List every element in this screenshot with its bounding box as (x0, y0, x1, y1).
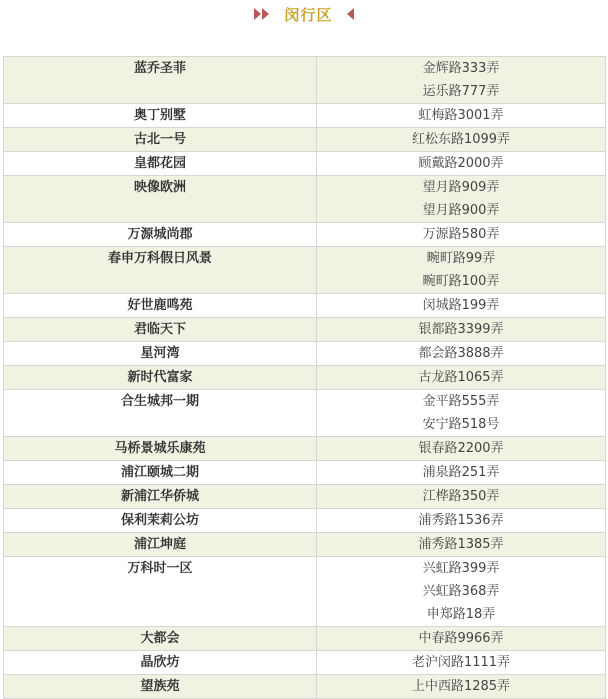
community-name-cell (4, 461, 317, 485)
address-cell (317, 390, 606, 437)
table-row (4, 390, 606, 437)
community-name-cell (4, 104, 317, 128)
table-row (4, 294, 606, 318)
address-cell (317, 57, 606, 104)
table-row (4, 651, 606, 675)
address-cell (317, 675, 606, 699)
address-line: 浦泉路251弄 (422, 465, 500, 480)
table-row (4, 557, 606, 627)
community-name-cell (4, 651, 317, 675)
table-row (4, 247, 606, 294)
community-name-cell (4, 294, 317, 318)
community-name-cell (4, 437, 317, 461)
table-row (4, 176, 606, 223)
community-name: 晶欣坊 (140, 655, 180, 670)
address-line: 安宁路518号 (422, 417, 500, 432)
address-cell (317, 627, 606, 651)
address-line: 望月路900弄 (422, 203, 500, 218)
table-row (4, 675, 606, 699)
double-right-arrow-icon (254, 8, 270, 20)
address-cell (317, 485, 606, 509)
table-row (4, 128, 606, 152)
community-table (3, 56, 606, 699)
community-name: 君临天下 (133, 322, 186, 337)
community-name-cell (4, 176, 317, 223)
address-line: 兴虹路368弄 (422, 584, 500, 599)
address-line: 万源路580弄 (422, 227, 500, 242)
table-row (4, 104, 606, 128)
address-line: 浦秀路1536弄 (418, 513, 504, 528)
community-name-cell (4, 509, 317, 533)
community-name-cell (4, 247, 317, 294)
address-cell (317, 176, 606, 223)
address-line: 银春路2200弄 (418, 441, 504, 456)
address-line: 申郑路18弄 (426, 607, 496, 622)
table-row (4, 533, 606, 557)
community-name-cell (4, 57, 317, 104)
address-cell (317, 366, 606, 390)
address-line: 畹町路99弄 (426, 251, 496, 266)
address-line: 浦秀路1385弄 (418, 537, 504, 552)
address-cell (317, 509, 606, 533)
address-cell (317, 152, 606, 176)
address-line: 兴虹路399弄 (422, 561, 500, 576)
community-name: 万源城尚郡 (127, 227, 193, 242)
header (0, 0, 608, 56)
community-name-cell (4, 557, 317, 627)
address-cell (317, 223, 606, 247)
community-name: 大都会 (140, 631, 180, 646)
community-name: 浦江坤庭 (133, 537, 186, 552)
address-line: 望月路909弄 (422, 180, 500, 195)
community-name: 好世鹿鸣苑 (127, 298, 193, 313)
community-name: 马桥景城乐康苑 (114, 441, 206, 456)
community-name-cell (4, 533, 317, 557)
community-name-cell (4, 152, 317, 176)
address-cell (317, 557, 606, 627)
community-name-cell (4, 318, 317, 342)
address-cell (317, 318, 606, 342)
address-line: 江桦路350弄 (422, 489, 500, 504)
address-cell (317, 247, 606, 294)
address-cell (317, 461, 606, 485)
community-name: 蓝乔圣菲 (133, 61, 186, 76)
table-row (4, 223, 606, 247)
community-name-cell (4, 675, 317, 699)
table-row (4, 509, 606, 533)
left-arrow-icon (347, 8, 354, 20)
community-name: 星河湾 (140, 346, 180, 361)
community-name: 合生城邦一期 (120, 394, 199, 409)
table-row (4, 627, 606, 651)
community-name-cell (4, 223, 317, 247)
community-name: 望族苑 (140, 679, 180, 694)
address-line: 都会路3888弄 (418, 346, 504, 361)
table-row (4, 57, 606, 104)
community-name-cell (4, 342, 317, 366)
address-cell (317, 294, 606, 318)
table-row (4, 437, 606, 461)
address-line: 运乐路777弄 (422, 84, 500, 99)
table-row (4, 485, 606, 509)
address-line: 红松东路1099弄 (411, 132, 511, 147)
address-line: 金辉路333弄 (422, 61, 500, 76)
address-cell (317, 651, 606, 675)
address-cell (317, 342, 606, 366)
community-name: 新时代富家 (127, 370, 193, 385)
table-row (4, 152, 606, 176)
address-line: 上中西路1285弄 (411, 679, 511, 694)
table-row (4, 318, 606, 342)
community-name: 浦江颐城二期 (120, 465, 199, 480)
community-name-cell (4, 366, 317, 390)
table-row (4, 461, 606, 485)
community-name-cell (4, 390, 317, 437)
address-cell (317, 437, 606, 461)
address-line: 虹梅路3001弄 (418, 108, 504, 123)
community-name: 映像欧洲 (133, 180, 186, 195)
address-line: 老沪闵路1111弄 (411, 655, 511, 670)
community-name: 皇都花园 (133, 156, 186, 171)
district-title: 闵行区 (284, 5, 333, 24)
title-bar (0, 0, 608, 28)
address-line: 中春路9966弄 (418, 631, 504, 646)
address-cell (317, 128, 606, 152)
community-name: 新浦江华侨城 (120, 489, 199, 504)
address-line: 金平路555弄 (422, 394, 500, 409)
community-name-cell (4, 128, 317, 152)
address-cell (317, 104, 606, 128)
table-row (4, 366, 606, 390)
community-name: 春申万科假日风景 (107, 251, 212, 266)
address-cell (317, 533, 606, 557)
address-line: 银都路3399弄 (418, 322, 504, 337)
address-line: 畹町路100弄 (422, 274, 500, 289)
table-row (4, 342, 606, 366)
address-line: 闵城路199弄 (422, 298, 500, 313)
community-name: 古北一号 (133, 132, 186, 147)
address-line: 顾戴路2000弄 (418, 156, 504, 171)
community-name: 保利茉莉公坊 (120, 513, 199, 528)
community-name: 万科时一区 (127, 561, 193, 576)
community-name: 奥丁别墅 (133, 108, 186, 123)
community-name-cell (4, 485, 317, 509)
address-line: 古龙路1065弄 (418, 370, 504, 385)
community-name-cell (4, 627, 317, 651)
